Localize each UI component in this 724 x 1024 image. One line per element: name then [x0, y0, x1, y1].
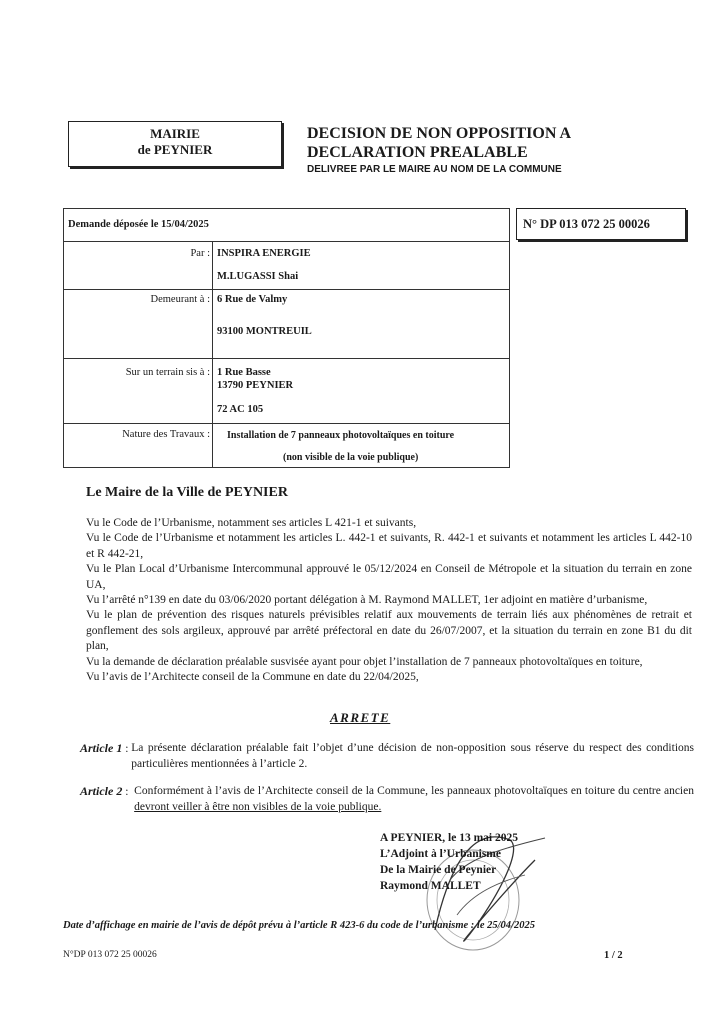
document-title [307, 124, 571, 162]
terrain-line3: 72 AC 105 [217, 404, 264, 415]
signature-block [380, 830, 518, 894]
nature-label: Nature des Travaux : [122, 429, 210, 440]
consideration-item: Vu le Code de l’Urbanisme, notamment ses articles L 421-1 et suivants, [86, 517, 417, 529]
terrain-line2: 13790 PEYNIER [217, 380, 294, 391]
nature-line2: (non visible de la voie publique) [283, 452, 419, 463]
column-divider [212, 241, 213, 467]
dp-number-box [516, 208, 686, 240]
par-line1: INSPIRA ENERGIE [217, 248, 311, 259]
par-label: Par : [190, 248, 210, 259]
signature-line2: L’Adjoint à l’Urbanisme [380, 848, 501, 860]
signature-line4: Raymond MALLET [380, 880, 481, 892]
article-2-text: Conformément à l’avis de l’Architecte conseil de la Commune, les panneaux photovoltaïques en toiture du centre ancien [134, 785, 694, 797]
consideration-item: Vu le Plan Local d’Urbanisme Intercommunal approuvé le 05/12/2024 en Conseil de Métropole et la situation du terrain en zone UA, [86, 563, 692, 591]
nature-line1: Installation de 7 panneaux photovoltaïques en toiture [227, 430, 455, 441]
consideration-item: Vu le Code de l’Urbanisme et notamment les articles L. 442-1 et suivants, R. 442-1 et suivants et notamment les articles L 442-10 et R 442-21, [86, 532, 692, 560]
maire-heading: Le Maire de la Ville de PEYNIER [86, 485, 288, 500]
request-date: Demande déposée le 15/04/2025 [68, 219, 209, 230]
row-divider [64, 289, 509, 290]
request-header [64, 209, 509, 242]
mairie-line1: MAIRIE [150, 126, 200, 141]
demeurant-label: Demeurant à : [150, 294, 210, 305]
row-divider [64, 423, 509, 424]
footer-dp-number: N°DP 013 072 25 00026 [63, 950, 157, 960]
title-line2: DECLARATION PREALABLE [307, 144, 528, 161]
article-2-underlined-text: devront veiller à être non visibles de la voie publique. [134, 801, 382, 813]
article-2-separator: : [122, 786, 135, 798]
consideration-item: Vu l’avis de l’Architecte conseil de la Commune en date du 22/04/2025, [86, 671, 419, 684]
article-2-label: Article 2 [80, 784, 123, 798]
considerations-list [86, 516, 692, 685]
request-table [63, 208, 510, 468]
consideration-item: Vu la demande de déclaration préalable susvisée ayant pour objet l’installation de 7 panneaux photovoltaïques en toiture, [86, 655, 643, 668]
affichage-date: Date d’affichage en mairie de l’avis de dépôt prévu à l’article R 423-6 du code de l’urbanisme : le 25/04/2025 [63, 920, 535, 931]
terrain-label: Sur un terrain sis à : [125, 367, 210, 378]
document-subtitle: DELIVREE PAR LE MAIRE AU NOM DE LA COMMUNE [307, 164, 562, 175]
mairie-line2: de PEYNIER [137, 142, 213, 157]
mairie-box [68, 121, 282, 167]
demeurant-line2: 93100 MONTREUIL [217, 326, 312, 337]
consideration-item: Vu le plan de prévention des risques naturels prévisibles relatif aux mouvements de terrain liés aux phénomènes de retrait et gonflement des sols argileux, approuvé par arrêté préfectoral en date du 26/07/2007, et la situation du terrain en zone B1 du dit plan, [86, 609, 692, 653]
article-1 [80, 740, 694, 772]
arrete-heading: ARRETE [330, 710, 391, 725]
consideration-item: Vu l’arrêté n°139 en date du 03/06/2020 portant délégation à M. Raymond MALLET, 1er adjoint en matière d’urbanisme, [86, 594, 648, 607]
par-line2: M.LUGASSI Shai [217, 271, 299, 282]
article-1-separator: : [122, 743, 132, 755]
terrain-line1: 1 Rue Basse [217, 367, 271, 378]
title-line1: DECISION DE NON OPPOSITION A [307, 125, 572, 142]
signature-line3: De la Mairie de Peynier [380, 864, 497, 876]
demeurant-line1: 6 Rue de Valmy [217, 294, 288, 305]
dp-number: N° DP 013 072 25 00026 [523, 217, 650, 231]
article-2 [80, 783, 694, 815]
page-number: 1 / 2 [604, 950, 623, 961]
signature-line1: A PEYNIER, le 13 mai 2025 [380, 832, 518, 844]
row-divider [64, 358, 509, 359]
article-1-text: La présente déclaration préalable fait l’objet d’une décision de non-opposition sous réserve du respect des conditions particulières mentionnées à l’article 2. [131, 742, 694, 770]
article-1-label: Article 1 [80, 741, 123, 755]
